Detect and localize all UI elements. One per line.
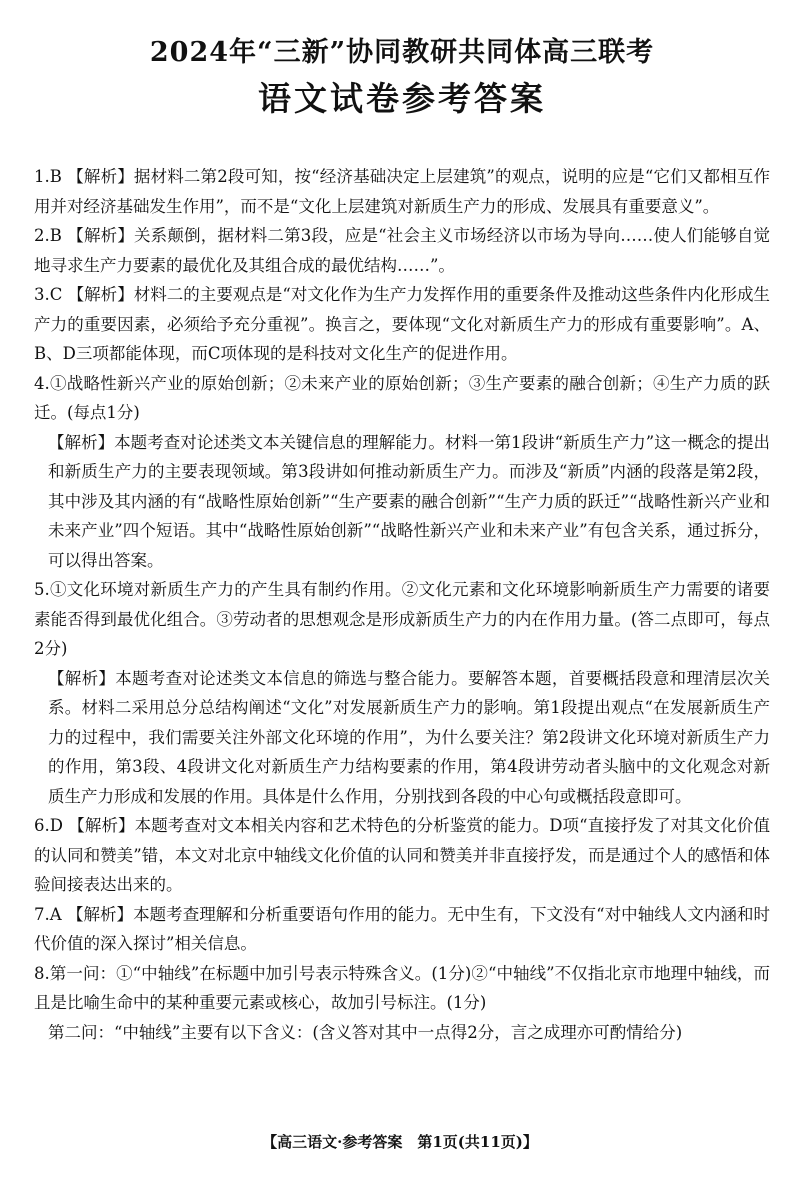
answer-text: 4.①战略性新兴产业的原始创新；②未来产业的原始创新；③生产要素的融合创新；④生产力质的跃迁。(每点1分) bbox=[34, 373, 770, 422]
answer-text: 5.①文化环境对新质生产力的产生具有制约作用。②文化元素和文化环境影响新质生产力需要的诸要素能否得到最优化组合。③劳动者的思想观念是形成新质生产力的内在作用力量。(答二点即可，每点2分) bbox=[34, 580, 770, 658]
answer-item-4 bbox=[34, 369, 770, 576]
answer-item-6 bbox=[34, 811, 770, 900]
answer-item-1 bbox=[34, 162, 770, 221]
exam-title: 2024年“三新”协同教研共同体高三联考 bbox=[149, 37, 655, 68]
answer-item-8 bbox=[34, 959, 770, 1048]
answer-item-3 bbox=[34, 280, 770, 369]
answer-item-7 bbox=[34, 900, 770, 959]
answer-item-2 bbox=[34, 221, 770, 280]
answer-text: 3.C 【解析】材料二的主要观点是“对文化作为生产力发挥作用的重要条件及推动这些条件内化形成生产力的重要因素，必须给予充分重视”。换言之，要体现“文化对新质生产力的形成有重要影响”。A、B、D三项都能体现，而C项体现的是科技对文化生产的促进作用。 bbox=[34, 285, 770, 363]
answer-text: 6.D 【解析】本题考查对文本相关内容和艺术特色的分析鉴赏的能力。D项“直接抒发了对其文化价值的认同和赞美”错，本文对北京中轴线文化价值的认同和赞美并非直接抒发，而是通过个人的感悟和体验间接表达出来的。 bbox=[34, 816, 770, 894]
answer-text: 7.A 【解析】本题考查理解和分析重要语句作用的能力。无中生有，下文没有“对中轴线人文内涵和时代价值的深入探讨”相关信息。 bbox=[34, 904, 770, 953]
answer-list bbox=[34, 162, 770, 1047]
answer-text: 2.B 【解析】关系颠倒，据材料二第3段，应是“社会主义市场经济以市场为导向……使人们能够自觉地寻求生产力要素的最优化及其组合成的最优结构……”。 bbox=[34, 226, 770, 275]
answer-item-5 bbox=[34, 575, 770, 811]
analysis-text: 【解析】本题考查对论述类文本关键信息的理解能力。材料一第1段讲“新质生产力”这一概念的提出和新质生产力的主要表现领域。第3段讲如何推动新质生产力。而涉及“新质”内涵的段落是第2段，其中涉及其内涵的有“战略性原始创新”“生产要素的融合创新”“生产力质的跃迁”“战略性新兴产业和未来产业”四个短语。其中“战略性原始创新”“战略性新兴产业和未来产业”有包含关系，通过拆分，可以得出答案。 bbox=[48, 432, 770, 570]
answer-text: 8.第一问：①“中轴线”在标题中加引号表示特殊含义。(1分)②“中轴线”不仅指北京市地理中轴线，而且是比喻生命中的某种重要元素或核心，故加引号标注。(1分) bbox=[34, 963, 770, 1012]
analysis-text: 【解析】本题考查对论述类文本信息的筛选与整合能力。要解答本题，首要概括段意和理清层次关系。材料二采用总分总结构阐述“文化”对发展新质生产力的影响。第1段提出观点“在发展新质生产力的过程中，我们需要关注外部文化环境的作用”，为什么要关注？第2段讲文化环境对新质生产力的作用，第3段、4段讲文化对新质生产力结构要素的作用，第4段讲劳动者头脑中的文化观念对新质生产力形成和发展的作用。具体是什么作用，分别找到各段的中心句或概括段意即可。 bbox=[48, 668, 770, 806]
answer-text-part2: 第二问：“中轴线”主要有以下含义：(含义答对其中一点得2分，言之成理亦可酌情给分) bbox=[48, 1022, 683, 1042]
page-footer: 【高三语文·参考答案 第1页(共11页)】 bbox=[262, 1133, 538, 1151]
answer-text: 1.B 【解析】据材料二第2段可知，按“经济基础决定上层建筑”的观点，说明的应是“它们又都相互作用并对经济基础发生作用”，而不是“文化上层建筑对新质生产力的形成、发展具有重要意义”。 bbox=[34, 167, 770, 216]
document-subtitle: 语文试卷参考答案 bbox=[258, 79, 546, 118]
